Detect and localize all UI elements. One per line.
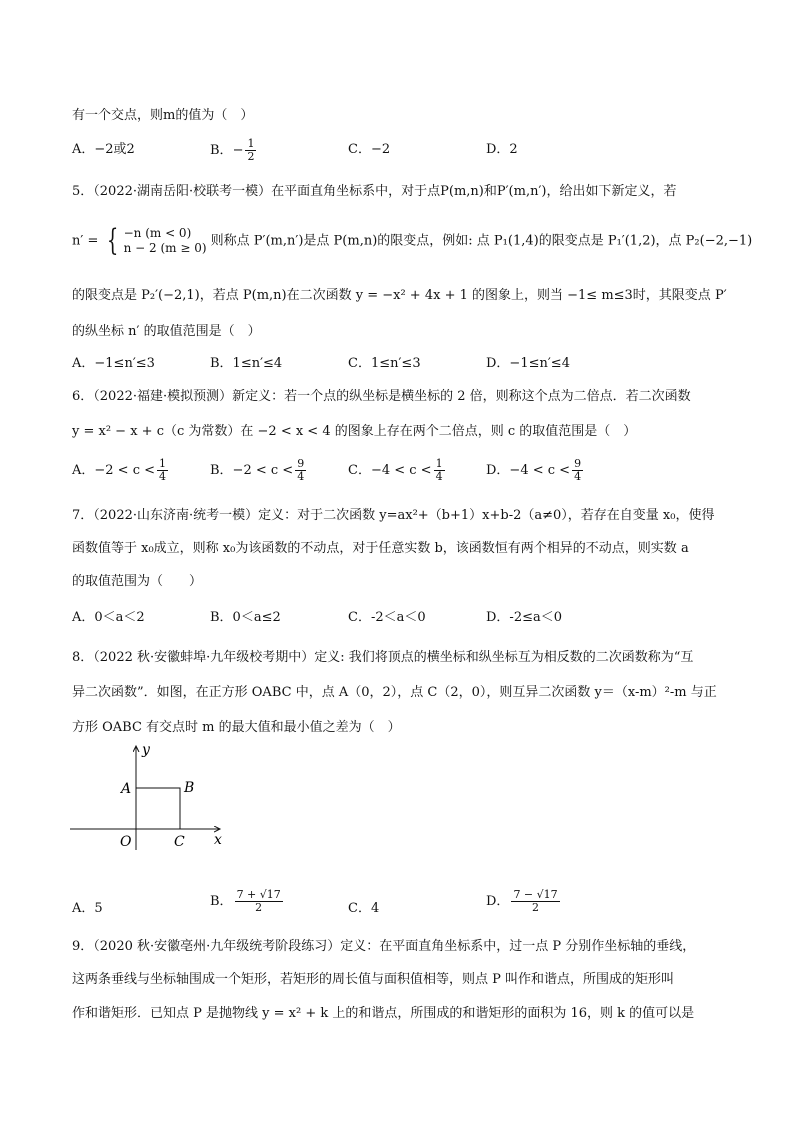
q7-option-d: D．-2≤a＜0 — [486, 610, 563, 625]
fraction-numerator: 9 — [574, 457, 582, 470]
q4-option-d: D．2 — [486, 142, 518, 157]
q4-option-a: A．−2或2 — [72, 142, 135, 157]
option-text: B．−2 < c < — [210, 463, 294, 478]
option-text: A．−2 < c < — [72, 463, 156, 478]
q5-option-d: D．−1≤n′≤4 — [486, 356, 570, 371]
fraction-numerator: 7 − √17 — [513, 888, 558, 901]
q5-case-1: −n (m < 0) — [123, 226, 192, 240]
q4-option-b — [210, 138, 258, 163]
option-text: C．−4 < c < — [348, 463, 432, 478]
q7-stem-line3: 的取值范围为（ ） — [72, 574, 203, 589]
q9-stem-line2: 这两条垂线与坐标轴围成一个矩形，若矩形的周长值与面积值相等，则点 P 叫作和谐点，所围成的矩形叫 — [72, 972, 675, 987]
q8-stem-line1: 8．（2022 秋·安徽蚌埠·九年级校考期中）定义: 我们将顶点的横坐标和纵坐标互为相反数的二次函数称为“互 — [72, 650, 694, 665]
fraction-denominator: 4 — [435, 470, 443, 483]
q6-stem-line1: 6．（2022·福建·模拟预测）新定义：若一个点的纵坐标是横坐标的 2 倍，则称这个点为二倍点．若二次函数 — [72, 389, 691, 404]
q4-option-b-fraction — [245, 138, 256, 163]
q8-option-a: A．5 — [72, 901, 103, 916]
square-oabc — [136, 788, 180, 829]
option-text: B． — [210, 894, 233, 909]
q4-option-c: C．−2 — [348, 142, 391, 157]
fraction-numerator: 1 — [435, 457, 443, 470]
point-a-label: A — [121, 781, 132, 797]
fraction-numerator: 1 — [247, 137, 255, 150]
point-b-label: B — [184, 780, 195, 796]
q7-stem-line1: 7．（2022·山东济南·统考一模）定义：对于二次函数 y=ax²+（b+1）x+b-2（a≠0），若存在自变量 x₀，使得 — [72, 508, 715, 523]
q8-options — [72, 888, 732, 919]
fraction-numerator: 9 — [297, 457, 305, 470]
fraction-denominator: 4 — [159, 470, 167, 483]
q8-option-c: C．4 — [348, 901, 380, 916]
option-fraction — [434, 458, 445, 483]
q5-stem-line2 — [72, 223, 753, 258]
q5-option-a: A．−1≤n′≤3 — [72, 356, 155, 371]
option-fraction — [235, 889, 283, 914]
q9-stem-line1: 9．（2020 秋·安徽亳州·九年级统考阶段练习）定义：在平面直角坐标系中，过一点 P 分别作坐标轴的垂线， — [72, 939, 696, 954]
option-fraction — [295, 458, 306, 483]
fraction-denominator: 2 — [255, 901, 263, 914]
fraction-numerator: 7 + √17 — [236, 888, 281, 901]
brace-icon: { — [106, 223, 118, 258]
q6-option-c — [348, 458, 447, 483]
q8-option-b — [210, 889, 285, 914]
y-axis-label: y — [142, 742, 150, 758]
q7-option-a: A．0＜a＜2 — [72, 610, 145, 625]
q6-option-b — [210, 458, 308, 483]
q5-definition-lhs: n′ = — [72, 233, 99, 249]
q5-stem-line2-rest: 则称点 P′(m,n′)是点 P(m,n)的限变点，例如: 点 P₁(1,4)的限变点是 P₁′(1,2)，点 P₂(−2,−1) — [210, 233, 753, 249]
fraction-denominator: 4 — [297, 470, 305, 483]
q4-stem-tail: 有一个交点，则m的值为（ ） — [72, 108, 254, 123]
fraction-denominator: 4 — [574, 470, 582, 483]
q4-options — [72, 137, 732, 163]
option-text: D．−4 < c < — [486, 463, 571, 478]
q7-option-b: B．0＜a≤2 — [210, 610, 281, 625]
q8-square-figure — [70, 740, 240, 852]
q5-piecewise-definition — [103, 223, 207, 258]
q5-options — [72, 352, 732, 374]
option-fraction — [572, 458, 583, 483]
x-axis-label: x — [214, 832, 222, 848]
q8-option-d — [486, 889, 562, 914]
q7-option-c: C．-2＜a＜0 — [348, 610, 426, 625]
q8-stem-line2: 异二次函数”．如图，在正方形 OABC 中，点 A（0，2），点 C（2，0），则互异二次函数 y＝（x-m）²-m 与正 — [72, 685, 717, 700]
q7-options — [72, 606, 732, 628]
origin-label: O — [120, 834, 132, 850]
option-fraction — [511, 889, 559, 914]
q5-stem-line1: 5．（2022·湖南岳阳·校联考一模）在平面直角坐标系中，对于点P(m,n)和P′(m,n′)，给出如下新定义，若 — [72, 184, 677, 199]
fraction-denominator: 2 — [247, 150, 255, 163]
q5-option-c: C．1≤n′≤3 — [348, 356, 421, 371]
option-fraction — [157, 458, 168, 483]
q5-option-b: B．1≤n′≤4 — [210, 356, 283, 371]
q5-case-2: n − 2 (m ≥ 0) — [123, 241, 207, 255]
q6-stem-line2: y = x² − x + c（c 为常数）在 −2 < x < 4 的图象上存在两个二倍点，则 c 的取值范围是（ ） — [72, 424, 637, 439]
q5-stem-line3: 的限变点是 P₂′(−2,1)，若点 P(m,n)在二次函数 y = −x² + 4x + 1 的图象上，则当 −1≤ m≤3时，其限变点 P′ — [72, 288, 727, 303]
point-c-label: C — [174, 834, 185, 850]
q6-option-a — [72, 458, 170, 483]
q4-option-b-label: B． — [210, 143, 233, 158]
q7-stem-line2: 函数值等于 x₀成立，则称 x₀为该函数的不动点，对于任意实数 b，该函数恒有两个相异的不动点，则实数 a — [72, 541, 689, 556]
q5-stem-line4: 的纵坐标 n′ 的取值范围是（ ） — [72, 324, 261, 339]
fraction-numerator: 1 — [159, 457, 167, 470]
q8-stem-line3: 方形 OABC 有交点时 m 的最大值和最小值之差为（ ） — [72, 720, 401, 735]
q6-options — [72, 457, 732, 483]
q6-option-d — [486, 458, 585, 483]
option-text: D． — [486, 894, 510, 909]
fraction-denominator: 2 — [532, 901, 540, 914]
q4-option-b-sign: − — [232, 143, 244, 158]
q9-stem-line3: 作和谐矩形．已知点 P 是抛物线 y = x² + k 上的和谐点，所围成的和谐矩形的面积为 16，则 k 的值可以是 — [72, 1006, 695, 1021]
